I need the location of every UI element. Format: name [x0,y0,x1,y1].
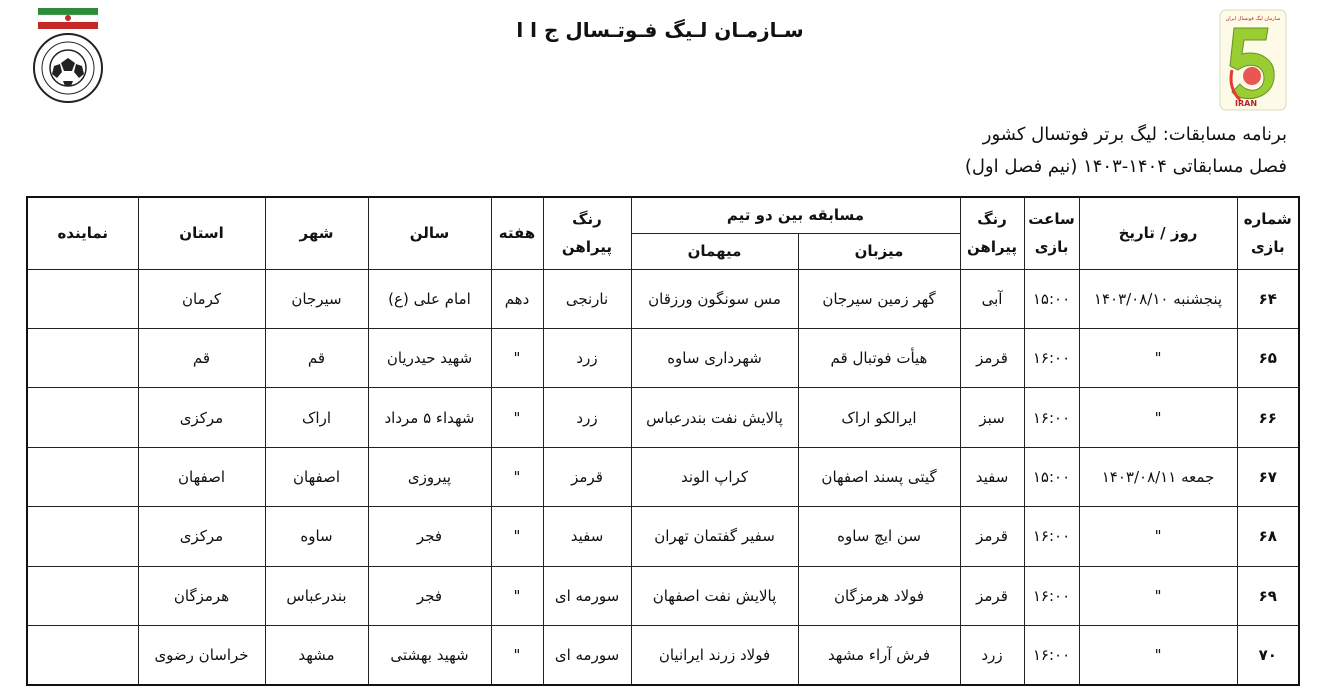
svg-text:سازمان لیگ فوتسال ایران: سازمان لیگ فوتسال ایران [1225,16,1281,22]
host-color-cell: زرد [960,626,1024,685]
header-time-line1: ساعت [1028,209,1075,228]
guest-team-cell: فولاد زرند ایرانیان [631,626,798,685]
hall-cell: فجر [368,507,491,566]
host-team-cell: هیأت فوتبال قم [798,328,960,387]
host-color-cell: قرمز [960,328,1024,387]
header-time-line2: بازی [1034,238,1069,257]
host-team-cell: ایرالکو اراک [798,388,960,447]
host-color-cell: آبی [960,269,1024,328]
header-date: روز / تاریخ [1079,197,1237,269]
date-cell: " [1079,328,1237,387]
week-cell: " [491,626,543,685]
province-cell: کرمان [138,269,265,328]
time-cell: ۱۶:۰۰ [1024,626,1079,685]
hall-cell: شهید حیدریان [368,328,491,387]
guest-color-cell: زرد [543,328,631,387]
hall-cell: پیروزی [368,447,491,506]
table-row [27,328,1299,387]
date-cell: " [1079,388,1237,447]
table-row [27,626,1299,685]
city-cell: قم [265,328,368,387]
representative-cell [27,507,138,566]
iran-football-federation-logo [30,6,106,104]
program-subtitle: برنامه مسابقات: لیگ برتر فوتسال کشور [982,124,1287,145]
header-representative: نماینده [27,197,138,269]
organization-title: سـازمـان لـیگ فـوتـسال ج ا ا [516,18,804,42]
city-cell: اراک [265,388,368,447]
week-cell: " [491,328,543,387]
week-cell: " [491,566,543,625]
province-cell: قم [138,328,265,387]
province-cell: مرکزی [138,507,265,566]
week-cell: " [491,388,543,447]
time-cell: ۱۶:۰۰ [1024,507,1079,566]
week-cell: " [491,507,543,566]
host-color-cell: سبز [960,388,1024,447]
host-team-cell: فولاد هرمزگان [798,566,960,625]
header-city: شهر [265,197,368,269]
week-cell: " [491,447,543,506]
week-cell: دهم [491,269,543,328]
host-color-cell: قرمز [960,507,1024,566]
date-cell: جمعه ۱۴۰۳/۰۸/۱۱ [1079,447,1237,506]
header-match-no [1237,197,1299,269]
city-cell: ساوه [265,507,368,566]
match-no-cell: ۶۵ [1237,328,1299,387]
guest-team-cell: پالایش نفت اصفهان [631,566,798,625]
guest-color-cell: قرمز [543,447,631,506]
date-cell: " [1079,626,1237,685]
table-row [27,269,1299,328]
table-row [27,507,1299,566]
guest-color-cell: سفید [543,507,631,566]
city-cell: اصفهان [265,447,368,506]
guest-color-cell: نارنجی [543,269,631,328]
host-color-cell: قرمز [960,566,1024,625]
match-no-cell: ۶۷ [1237,447,1299,506]
header-time [1024,197,1079,269]
schedule-table [26,196,1300,686]
header-week: هفته [491,197,543,269]
header-guest-color-line2: پیراهن [561,238,613,257]
guest-team-cell: پالایش نفت بندرعباس [631,388,798,447]
header-host-color [960,197,1024,269]
host-team-cell: گیتی پسند اصفهان [798,447,960,506]
representative-cell [27,388,138,447]
header-match-no-line1: شماره [1243,209,1292,228]
logo-iran-text: IRAN [1234,99,1258,108]
header-match-no-line2: بازی [1250,238,1285,257]
province-cell: هرمزگان [138,566,265,625]
header-guest-color-line1: رنگ [572,209,602,228]
host-team-cell: گهر زمین سیرجان [798,269,960,328]
futsal-league-logo [1218,8,1288,112]
time-cell: ۱۵:۰۰ [1024,447,1079,506]
date-cell: " [1079,566,1237,625]
header-hall: سالن [368,197,491,269]
table-row [27,447,1299,506]
guest-team-cell: سفیر گفتمان تهران [631,507,798,566]
guest-color-cell: سورمه ای [543,626,631,685]
representative-cell [27,269,138,328]
table-row [27,566,1299,625]
time-cell: ۱۶:۰۰ [1024,388,1079,447]
guest-color-cell: زرد [543,388,631,447]
time-cell: ۱۵:۰۰ [1024,269,1079,328]
guest-team-cell: شهرداری ساوه [631,328,798,387]
header-guest: میهمان [631,233,798,269]
representative-cell [27,626,138,685]
hall-cell: فجر [368,566,491,625]
province-cell: مرکزی [138,388,265,447]
host-team-cell: سن ایچ ساوه [798,507,960,566]
header-match-group: مسابقه بین دو تیم [631,197,960,233]
city-cell: مشهد [265,626,368,685]
match-no-cell: ۶۹ [1237,566,1299,625]
representative-cell [27,447,138,506]
match-no-cell: ۷۰ [1237,626,1299,685]
hall-cell: شهید بهشتی [368,626,491,685]
hall-cell: شهداء ۵ مرداد [368,388,491,447]
time-cell: ۱۶:۰۰ [1024,328,1079,387]
host-color-cell: سفید [960,447,1024,506]
table-row [27,388,1299,447]
representative-cell [27,566,138,625]
header-host-color-line1: رنگ [977,209,1007,228]
representative-cell [27,328,138,387]
guest-team-cell: مس سونگون ورزقان [631,269,798,328]
province-cell: اصفهان [138,447,265,506]
guest-color-cell: سورمه ای [543,566,631,625]
province-cell: خراسان رضوی [138,626,265,685]
host-team-cell: فرش آراء مشهد [798,626,960,685]
header-guest-color [543,197,631,269]
season-subtitle: فصل مسابقاتی ۱۴۰۴-۱۴۰۳ (نیم فصل اول) [964,156,1287,177]
date-cell: " [1079,507,1237,566]
hall-cell: امام علی (ع) [368,269,491,328]
city-cell: بندرعباس [265,566,368,625]
time-cell: ۱۶:۰۰ [1024,566,1079,625]
city-cell: سیرجان [265,269,368,328]
match-no-cell: ۶۴ [1237,269,1299,328]
header-province: استان [138,197,265,269]
date-cell: پنجشنبه ۱۴۰۳/۰۸/۱۰ [1079,269,1237,328]
header-host: میزبان [798,233,960,269]
guest-team-cell: کراپ الوند [631,447,798,506]
match-no-cell: ۶۶ [1237,388,1299,447]
match-no-cell: ۶۸ [1237,507,1299,566]
header-host-color-line2: پیراهن [966,238,1018,257]
